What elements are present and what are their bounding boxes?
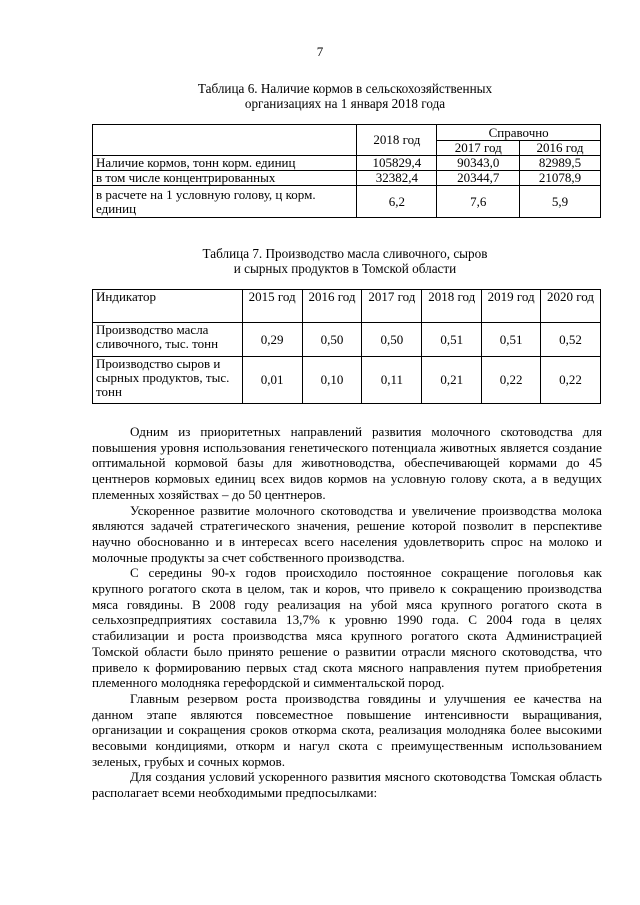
table7 — [92, 289, 601, 404]
table6-cell: 21078,9 — [520, 171, 601, 186]
table6-header-reference: Справочно — [437, 125, 601, 141]
table7-cell: 0,21 — [422, 357, 482, 404]
paragraph: С середины 90-х годов происходило постоянное сокращение поголовья как крупного рогатого скота в целом, так и коров, что привело к сокращению производства мяса говядины. В 2008 году реализация на убой мяса крупного рогатого скота в сельхозпредприятиях составила 13,7% к уровню 1990 года. С 2004 года в целях стабилизации и роста производства мяса крупного рогатого скота Администрацией Томской области было принято решение о развитии отрасли мясного скотоводства, что привело к формированию первых стад скота мясного направления путем приобретения племенного молодняка герефордской и симментальской пород. — [92, 565, 602, 691]
table6-cell: 20344,7 — [437, 171, 520, 186]
table7-cell: 0,52 — [541, 323, 601, 357]
paragraph: Для создания условий ускоренного развития мясного скотоводства Томская область располагает всеми необходимыми предпосылками: — [92, 769, 602, 801]
table6-header-2016: 2016 год — [520, 141, 601, 156]
paragraph: Ускоренное развитие молочного скотоводства и увеличение производства молока являются задачей стратегического значения, решение которой позволит в перспективе научно обоснованно и в интересах всего населения удовлетворить спрос на молоко и молочные продукты за счет собственного производства. — [92, 502, 602, 565]
paragraph: Одним из приоритетных направлений развития молочного скотоводства для повышения уровня использования генетического потенциала животных является создание оптимальной кормовой базы для животноводства, обеспечивающей кормами до 45 центнеров кормовых единиц всех видов кормов на условную голову скота, а в ведущих племенных хозяйствах – до 50 центнеров. — [92, 424, 602, 502]
table7-caption-line2: и сырных продуктов в Томской области — [233, 261, 457, 276]
table6-row-label: Наличие кормов, тонн корм. единиц — [93, 156, 357, 171]
table7-row-label: Производство масла сливочного, тыс. тонн — [93, 323, 243, 357]
table7-header-year: 2017 год — [362, 290, 422, 323]
table6-header-2018: 2018 год — [357, 125, 437, 156]
table6-cell: 82989,5 — [520, 156, 601, 171]
table-row — [93, 323, 601, 357]
table7-header-year: 2018 год — [422, 290, 482, 323]
table7-header-year: 2020 год — [541, 290, 601, 323]
table7-header-indicator: Индикатор — [93, 290, 243, 323]
body-text — [92, 424, 602, 801]
table7-cell: 0,10 — [302, 357, 362, 404]
table7-cell: 0,11 — [362, 357, 422, 404]
table6-header-empty — [93, 125, 357, 156]
table-row — [93, 171, 601, 186]
table6-cell: 105829,4 — [357, 156, 437, 171]
table7-cell: 0,22 — [482, 357, 541, 404]
table7-row-label: Производство сыров и сырных продуктов, тыс. тонн — [93, 357, 243, 404]
table7-header-year: 2016 год — [302, 290, 362, 323]
table-row — [93, 156, 601, 171]
table7-caption — [90, 246, 600, 276]
table-row — [93, 186, 601, 218]
table7-cell: 0,29 — [242, 323, 302, 357]
table7-header-year: 2015 год — [242, 290, 302, 323]
table7-cell: 0,50 — [362, 323, 422, 357]
table6-caption-line2: организациях на 1 января 2018 года — [244, 96, 446, 111]
table6-cell: 6,2 — [357, 186, 437, 218]
table6-header-2017: 2017 год — [437, 141, 520, 156]
table6-row-label: в том числе концентрированных — [93, 171, 357, 186]
table6-cell: 5,9 — [520, 186, 601, 218]
table7-cell: 0,50 — [302, 323, 362, 357]
table7-cell: 0,22 — [541, 357, 601, 404]
table6 — [92, 124, 601, 218]
table6-caption — [90, 81, 600, 111]
table7-header-year: 2019 год — [482, 290, 541, 323]
table7-cell: 0,51 — [422, 323, 482, 357]
table7-cell: 0,51 — [482, 323, 541, 357]
paragraph: Главным резервом роста производства говядины и улучшения ее качества на данном этапе являются повсеместное повышение интенсивности выращивания, организации и сокращения сроков откорма скота, реализация молодняка более высокими весовыми кондициями, откорм и нагул скота с преимущественным использованием зеленых, грубых и сочных кормов. — [92, 690, 602, 769]
table7-cell: 0,01 — [242, 357, 302, 404]
table6-cell: 7,6 — [437, 186, 520, 218]
table6-cell: 32382,4 — [357, 171, 437, 186]
page-number: 7 — [316, 44, 324, 59]
table6-row-label: в расчете на 1 условную голову, ц корм. единиц — [93, 186, 357, 218]
table6-cell: 90343,0 — [437, 156, 520, 171]
table-row — [93, 357, 601, 404]
table7-caption-line1: Таблица 7. Производство масла сливочного, сыров — [202, 246, 488, 261]
table6-caption-line1: Таблица 6. Наличие кормов в сельскохозяйственных — [197, 81, 493, 96]
